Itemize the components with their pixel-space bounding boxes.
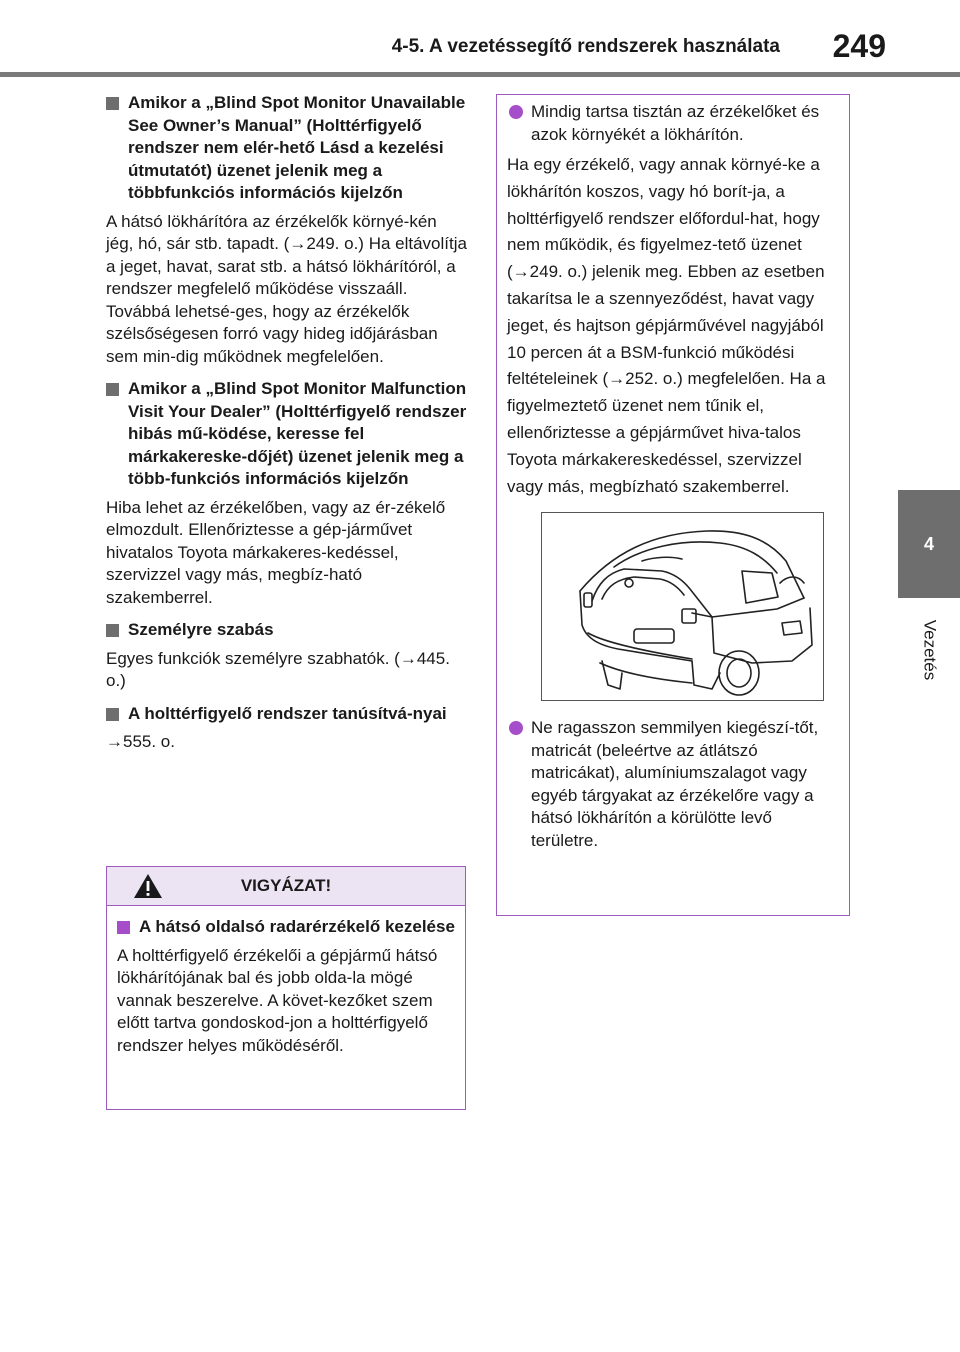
- chapter-number: 4: [923, 533, 934, 554]
- bullet-no-stickers: Ne ragasszon semmilyen kiegészí-tőt, matricát (beleértve az átlátszó matricákat), alumíniumszalagot vagy egyéb tárgyakat az érzékelőre vagy a hátsó lökhárítón a körülötte levő területre.: [507, 717, 839, 852]
- chapter-tab[interactable]: [898, 490, 960, 598]
- caution-heading: A hátsó oldalsó radarérzékelő kezelése: [117, 916, 455, 939]
- page-number: 249: [832, 28, 886, 64]
- section-heading-unavailable: Amikor a „Blind Spot Monitor Unavailable See Owner’s Manual” (Holttérfigyelő rendszer nem elér-hető Lásd a kezelési útmutatót) üzenet jelenik meg a többfunkciós információs kijelzőn: [106, 92, 468, 205]
- section-body-unavailable: A hátsó lökhárítóra az érzékelők környé-kén jég, hó, sár stb. tapadt. (→249. o.) Ha eltávolítja a jeget, havat, sarat stb. a hátsó lökhárítóról, a rendszer megfelelő működése visszaáll. Továbbá lehetsé-ges, hogy az érzékelők szélsőségesen forró vagy hideg időjárásban sem min-dig működnek megfelelően.: [106, 211, 467, 366]
- bullet-keep-clean: Mindig tartsa tisztán az érzékelőket és azok környékét a lökhárítón.: [507, 101, 839, 146]
- section-heading-customization: Személyre szabás: [106, 619, 468, 642]
- warning-triangle-icon: [133, 873, 163, 899]
- caution-text: A holttérfigyelő érzékelői a gépjármű hátsó lökhárítójának bal és jobb olda-la mögé vannak beszerelve. A követ-kezőket szem előtt tartva gondoskod-jon a holttérfigyelő rendszer helyes működéséről.: [117, 945, 438, 1055]
- header-divider: [0, 72, 960, 77]
- caution-header: [107, 867, 465, 906]
- section-body-certifications: →555. o.: [106, 732, 175, 751]
- section-body-malfunction: Hiba lehet az érzékelőben, vagy az ér-zékelő elmozdult. Ellenőriztesse a gép-járművet hivatalos Toyota márkakeres-kedéssel, szervizzel vagy más, megbíz-ható szakemberrel.: [106, 497, 446, 607]
- caution-box: [106, 866, 466, 1110]
- chapter-label-container: [898, 600, 960, 700]
- caution-title: VIGYÁZAT!: [240, 876, 332, 895]
- car-rear-illustration: [541, 512, 824, 701]
- section-heading-certifications: A holttérfigyelő rendszer tanúsítvá-nyai: [106, 703, 468, 726]
- caution-body: [107, 906, 465, 1057]
- car-rear-image: [542, 513, 823, 700]
- chapter-label: Vezetés: [920, 619, 939, 681]
- section-body-customization: Egyes funkciók személyre szabhatók. (→445. o.): [106, 648, 450, 690]
- section-title: 4-5. A vezetéssegítő rendszerek használata: [391, 36, 780, 57]
- sensor-care-box: [496, 94, 850, 916]
- section-heading-malfunction: Amikor a „Blind Spot Monitor Malfunction Visit Your Dealer” (Holttérfigyelő rendszer hibás mű-ködése, keresse fel márkakereske-dőjét) üzenet jelenik meg a több-funkciós információs kijelzőn: [106, 378, 468, 491]
- left-column: [106, 92, 468, 764]
- cleaning-paragraph: Ha egy érzékelő, vagy annak környé-ke a lökhárítón koszos, vagy hó borít-ja, a holttérfigyelő rendszer előfordul-hat, hogy nem működik, és figyelmez-tető üzenet (→249. o.) jelenik meg. Ebben az esetben takarítsa le a szennyeződést, havat vagy jeget, és hajtson gépjárművével nagyjából 10 percen át a BSM-funkció működési feltételeinek (→252. o.) megfelelően. Ha a figyelmeztető üzenet nem tűnik el, ellenőriztesse a gépjárművet hiva-talos Toyota márkakereskedéssel, szervizzel vagy más, megbízható szakemberrel.: [507, 155, 826, 496]
